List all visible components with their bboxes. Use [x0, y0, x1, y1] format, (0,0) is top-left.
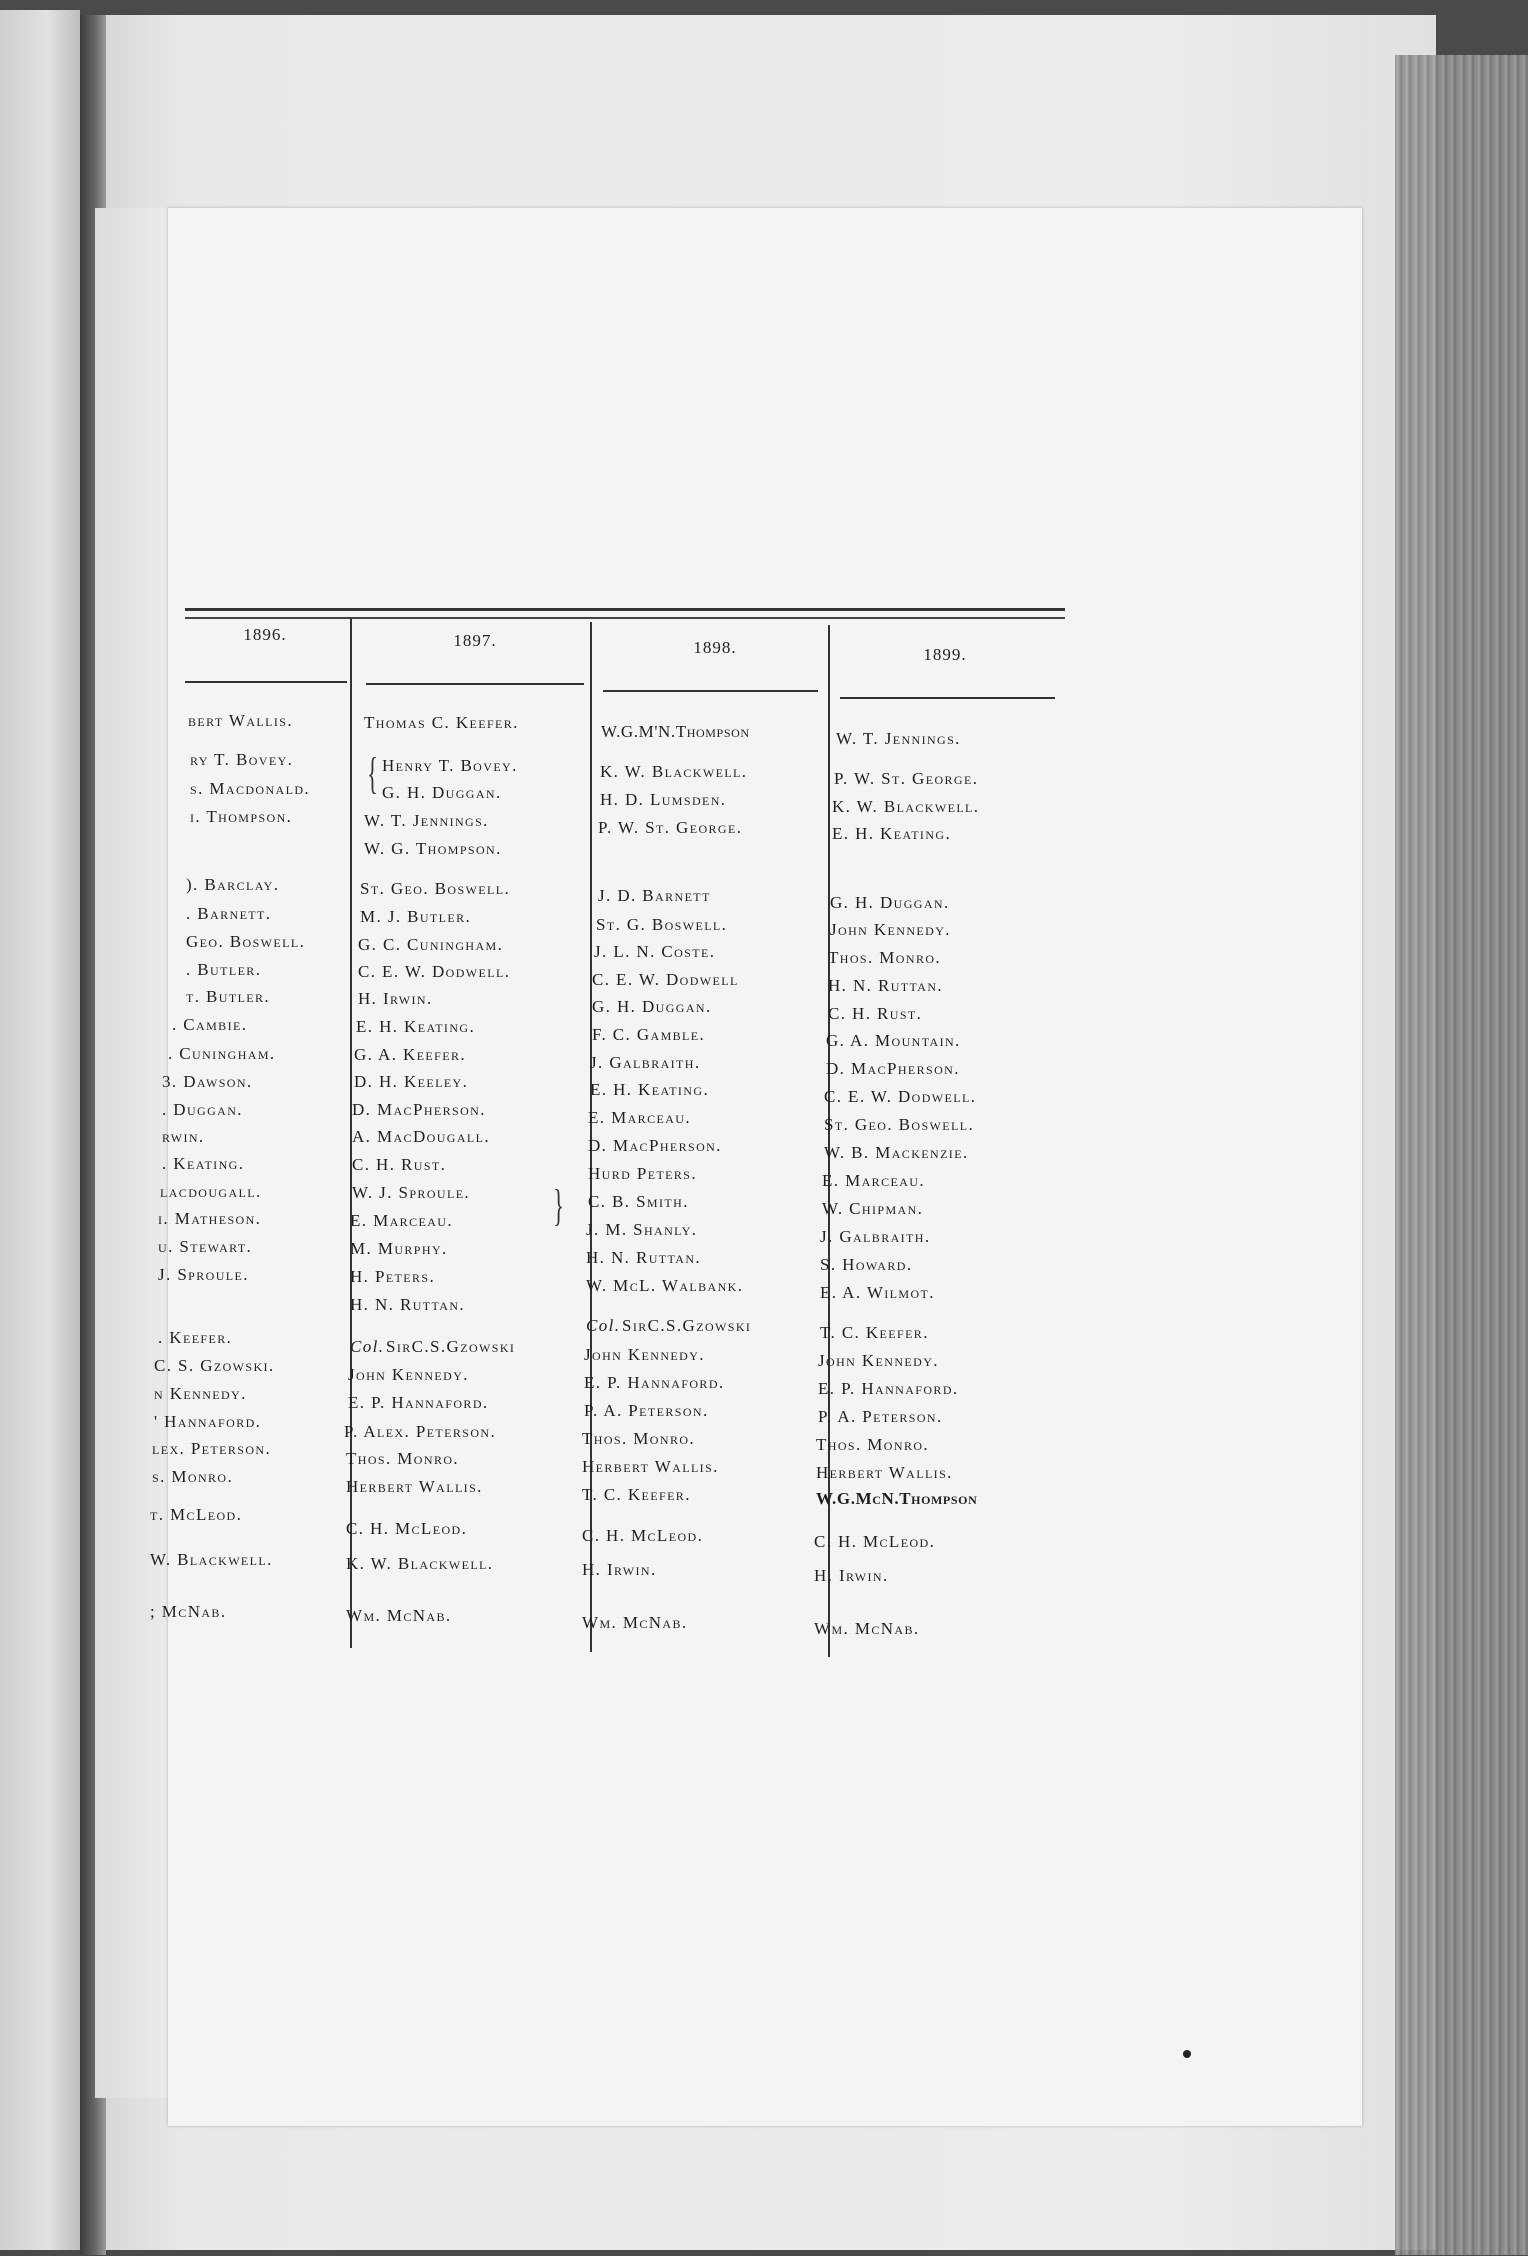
list-item: E. H. Keating.	[590, 1080, 710, 1099]
list-item: T. C. Keefer.	[820, 1323, 929, 1342]
list-item: C. H. McLeod.	[582, 1526, 704, 1545]
list-item: H. Irwin.	[814, 1566, 889, 1585]
bracket-mark: {	[367, 749, 378, 798]
list-item: S. Howard.	[820, 1255, 913, 1274]
list-item: E. Marceau.	[588, 1108, 691, 1127]
list-item: E. Marceau.	[350, 1211, 453, 1230]
list-item: H. Irwin.	[358, 989, 433, 1008]
list-item: John Kennedy.	[348, 1365, 469, 1384]
year-underline	[840, 697, 1055, 699]
list-item: Thos. Monro.	[816, 1435, 930, 1454]
list-item: E. P. Hannaford.	[348, 1393, 489, 1412]
list-item: Herbert Wallis.	[816, 1463, 953, 1482]
list-item: J. Sproule.	[158, 1265, 249, 1284]
list-item: W. G. Thompson.	[364, 839, 502, 858]
list-item: J. M. Shanly.	[586, 1220, 698, 1239]
list-item: Geo. Boswell.	[186, 932, 306, 951]
list-item: ry T. Bovey.	[190, 750, 294, 769]
list-item: D. MacPherson.	[826, 1059, 960, 1078]
list-item: n Kennedy.	[154, 1384, 247, 1403]
list-item: J. Galbraith.	[820, 1227, 931, 1246]
list-item: Wm. McNab.	[582, 1613, 688, 1632]
list-item: bert Wallis.	[188, 711, 293, 730]
list-item: ' Hannaford.	[154, 1412, 262, 1431]
list-item: W.G.McN.Thompson	[816, 1489, 978, 1508]
list-item: P. Alex. Peterson.	[344, 1422, 497, 1441]
list-item: C. E. W. Dodwell	[592, 970, 739, 989]
list-item: C. H. McLeod.	[814, 1532, 936, 1551]
list-item: u. Stewart.	[158, 1237, 253, 1256]
list-item: G. A. Keefer.	[354, 1045, 467, 1064]
list-item: . Duggan.	[162, 1100, 243, 1119]
list-item: St. G. Boswell.	[596, 915, 728, 934]
list-item: C. H. Rust.	[828, 1004, 923, 1023]
list-item: P. W. St. George.	[598, 818, 743, 837]
list-item: P. A. Peterson.	[584, 1401, 709, 1420]
list-item: E. P. Hannaford.	[584, 1373, 725, 1392]
year-heading-1899: 1899.	[923, 645, 967, 664]
list-item: D. H. Keeley.	[354, 1072, 469, 1091]
list-item: W. McL. Walbank.	[586, 1276, 744, 1295]
list-item: C. H. McLeod.	[346, 1519, 468, 1538]
list-item-prefix: Col.	[350, 1337, 385, 1356]
year-heading-1898: 1898.	[693, 638, 737, 657]
list-item: W. J. Sproule.	[352, 1183, 471, 1202]
list-item: W. Chipman.	[822, 1199, 924, 1218]
list-item: John Kennedy.	[584, 1345, 705, 1364]
list-item: lacdougall.	[160, 1182, 262, 1201]
list-item: C. H. Rust.	[352, 1155, 447, 1174]
facing-page-edge	[0, 10, 80, 2250]
list-item: 3. Dawson.	[162, 1072, 253, 1091]
list-item: W. B. Mackenzie.	[824, 1143, 969, 1162]
list-item: E. Marceau.	[822, 1171, 925, 1190]
list-item: Thos. Monro.	[346, 1449, 460, 1468]
list-item: Thos. Monro.	[828, 948, 942, 967]
list-item: Thomas C. Keefer.	[364, 713, 519, 732]
list-item: C. E. W. Dodwell.	[358, 962, 511, 981]
list-item: . Butler.	[186, 960, 262, 979]
list-item: K. W. Blackwell.	[832, 797, 980, 816]
list-item: H. Peters.	[350, 1267, 436, 1286]
list-item: M. Murphy.	[350, 1239, 448, 1258]
list-item: D. MacPherson.	[352, 1100, 486, 1119]
list-item: A. MacDougall.	[352, 1127, 491, 1146]
list-item: G. H. Duggan.	[592, 997, 712, 1016]
bracket-mark: }	[553, 1181, 564, 1230]
inserted-sheet	[168, 208, 1362, 2126]
list-item: . Cambie.	[172, 1015, 248, 1034]
year-underline	[603, 690, 818, 692]
list-item: SirC.S.Gzowski	[386, 1337, 516, 1356]
list-item: W.G.M'N.Thompson	[601, 722, 750, 741]
ink-speck	[1183, 2050, 1191, 2058]
list-item: J. D. Barnett	[598, 886, 711, 905]
list-item: rwin.	[162, 1127, 205, 1146]
list-item: P. W. St. George.	[834, 769, 979, 788]
list-item: Hurd Peters.	[588, 1164, 698, 1183]
list-item: . Barnett.	[186, 904, 272, 923]
list-item: t. Butler.	[186, 987, 271, 1006]
list-item: . Cuningham.	[168, 1044, 276, 1063]
list-item: ; McNab.	[150, 1602, 227, 1621]
year-underline	[366, 683, 584, 685]
list-item: G. C. Cuningham.	[358, 935, 504, 954]
list-item: K. W. Blackwell.	[346, 1554, 494, 1573]
list-item: G. H. Duggan.	[830, 893, 950, 912]
year-heading-1896: 1896.	[243, 625, 287, 644]
list-item: W. T. Jennings.	[364, 811, 489, 830]
list-item: i. Thompson.	[190, 807, 293, 826]
table-top-rule-double	[185, 617, 1065, 619]
list-item: Herbert Wallis.	[346, 1477, 483, 1496]
list-item: St. Geo. Boswell.	[824, 1115, 975, 1134]
list-item: John Kennedy.	[830, 920, 951, 939]
list-item: St. Geo. Boswell.	[360, 879, 511, 898]
list-item: Thos. Monro.	[582, 1429, 696, 1448]
list-item: J. Galbraith.	[590, 1053, 701, 1072]
list-item: H. N. Ruttan.	[828, 976, 944, 995]
list-item: E. P. Hannaford.	[818, 1379, 959, 1398]
list-item: lex. Peterson.	[152, 1439, 272, 1458]
list-item: . Keating.	[162, 1154, 245, 1173]
list-item-prefix: Col.	[586, 1316, 621, 1335]
list-item: T. C. Keefer.	[582, 1485, 691, 1504]
list-item: H. Irwin.	[582, 1560, 657, 1579]
list-item: Wm. McNab.	[346, 1606, 452, 1625]
list-item: G. H. Duggan.	[382, 783, 502, 802]
table-top-rule	[185, 608, 1065, 611]
list-item: C. B. Smith.	[588, 1192, 689, 1211]
list-item: John Kennedy.	[818, 1351, 939, 1370]
list-item: M. J. Butler.	[360, 907, 472, 926]
list-item: D. MacPherson.	[588, 1136, 722, 1155]
page-block-edges	[1395, 55, 1528, 2255]
list-item: H. N. Ruttan.	[350, 1295, 466, 1314]
list-item: P. A. Peterson.	[818, 1407, 943, 1426]
list-item: t. McLeod.	[150, 1505, 243, 1524]
list-item: E. H. Keating.	[832, 824, 952, 843]
year-underline	[185, 681, 347, 683]
year-heading-1897: 1897.	[453, 631, 497, 650]
list-item: s. Macdonald.	[190, 779, 311, 798]
list-item: ). Barclay.	[186, 875, 280, 894]
list-item: . Keefer.	[158, 1328, 233, 1347]
list-item: Henry T. Bovey.	[382, 756, 518, 775]
list-item: SirC.S.Gzowski	[622, 1316, 752, 1335]
list-item: s. Monro.	[152, 1467, 234, 1486]
list-item: i. Matheson.	[158, 1209, 262, 1228]
list-item: H. D. Lumsden.	[600, 790, 727, 809]
list-item: K. W. Blackwell.	[600, 762, 748, 781]
list-item: G. A. Mountain.	[826, 1031, 961, 1050]
list-item: H. N. Ruttan.	[586, 1248, 702, 1267]
list-item: C. S. Gzowski.	[154, 1356, 275, 1375]
list-item: W. T. Jennings.	[836, 729, 961, 748]
list-item: E. H. Keating.	[356, 1017, 476, 1036]
list-item: J. L. N. Coste.	[594, 942, 716, 961]
list-item: C. E. W. Dodwell.	[824, 1087, 977, 1106]
list-item: W. Blackwell.	[150, 1550, 273, 1569]
list-item: Herbert Wallis.	[582, 1457, 719, 1476]
list-item: Wm. McNab.	[814, 1619, 920, 1638]
list-item: E. A. Wilmot.	[820, 1283, 935, 1302]
list-item: F. C. Gamble.	[592, 1025, 706, 1044]
